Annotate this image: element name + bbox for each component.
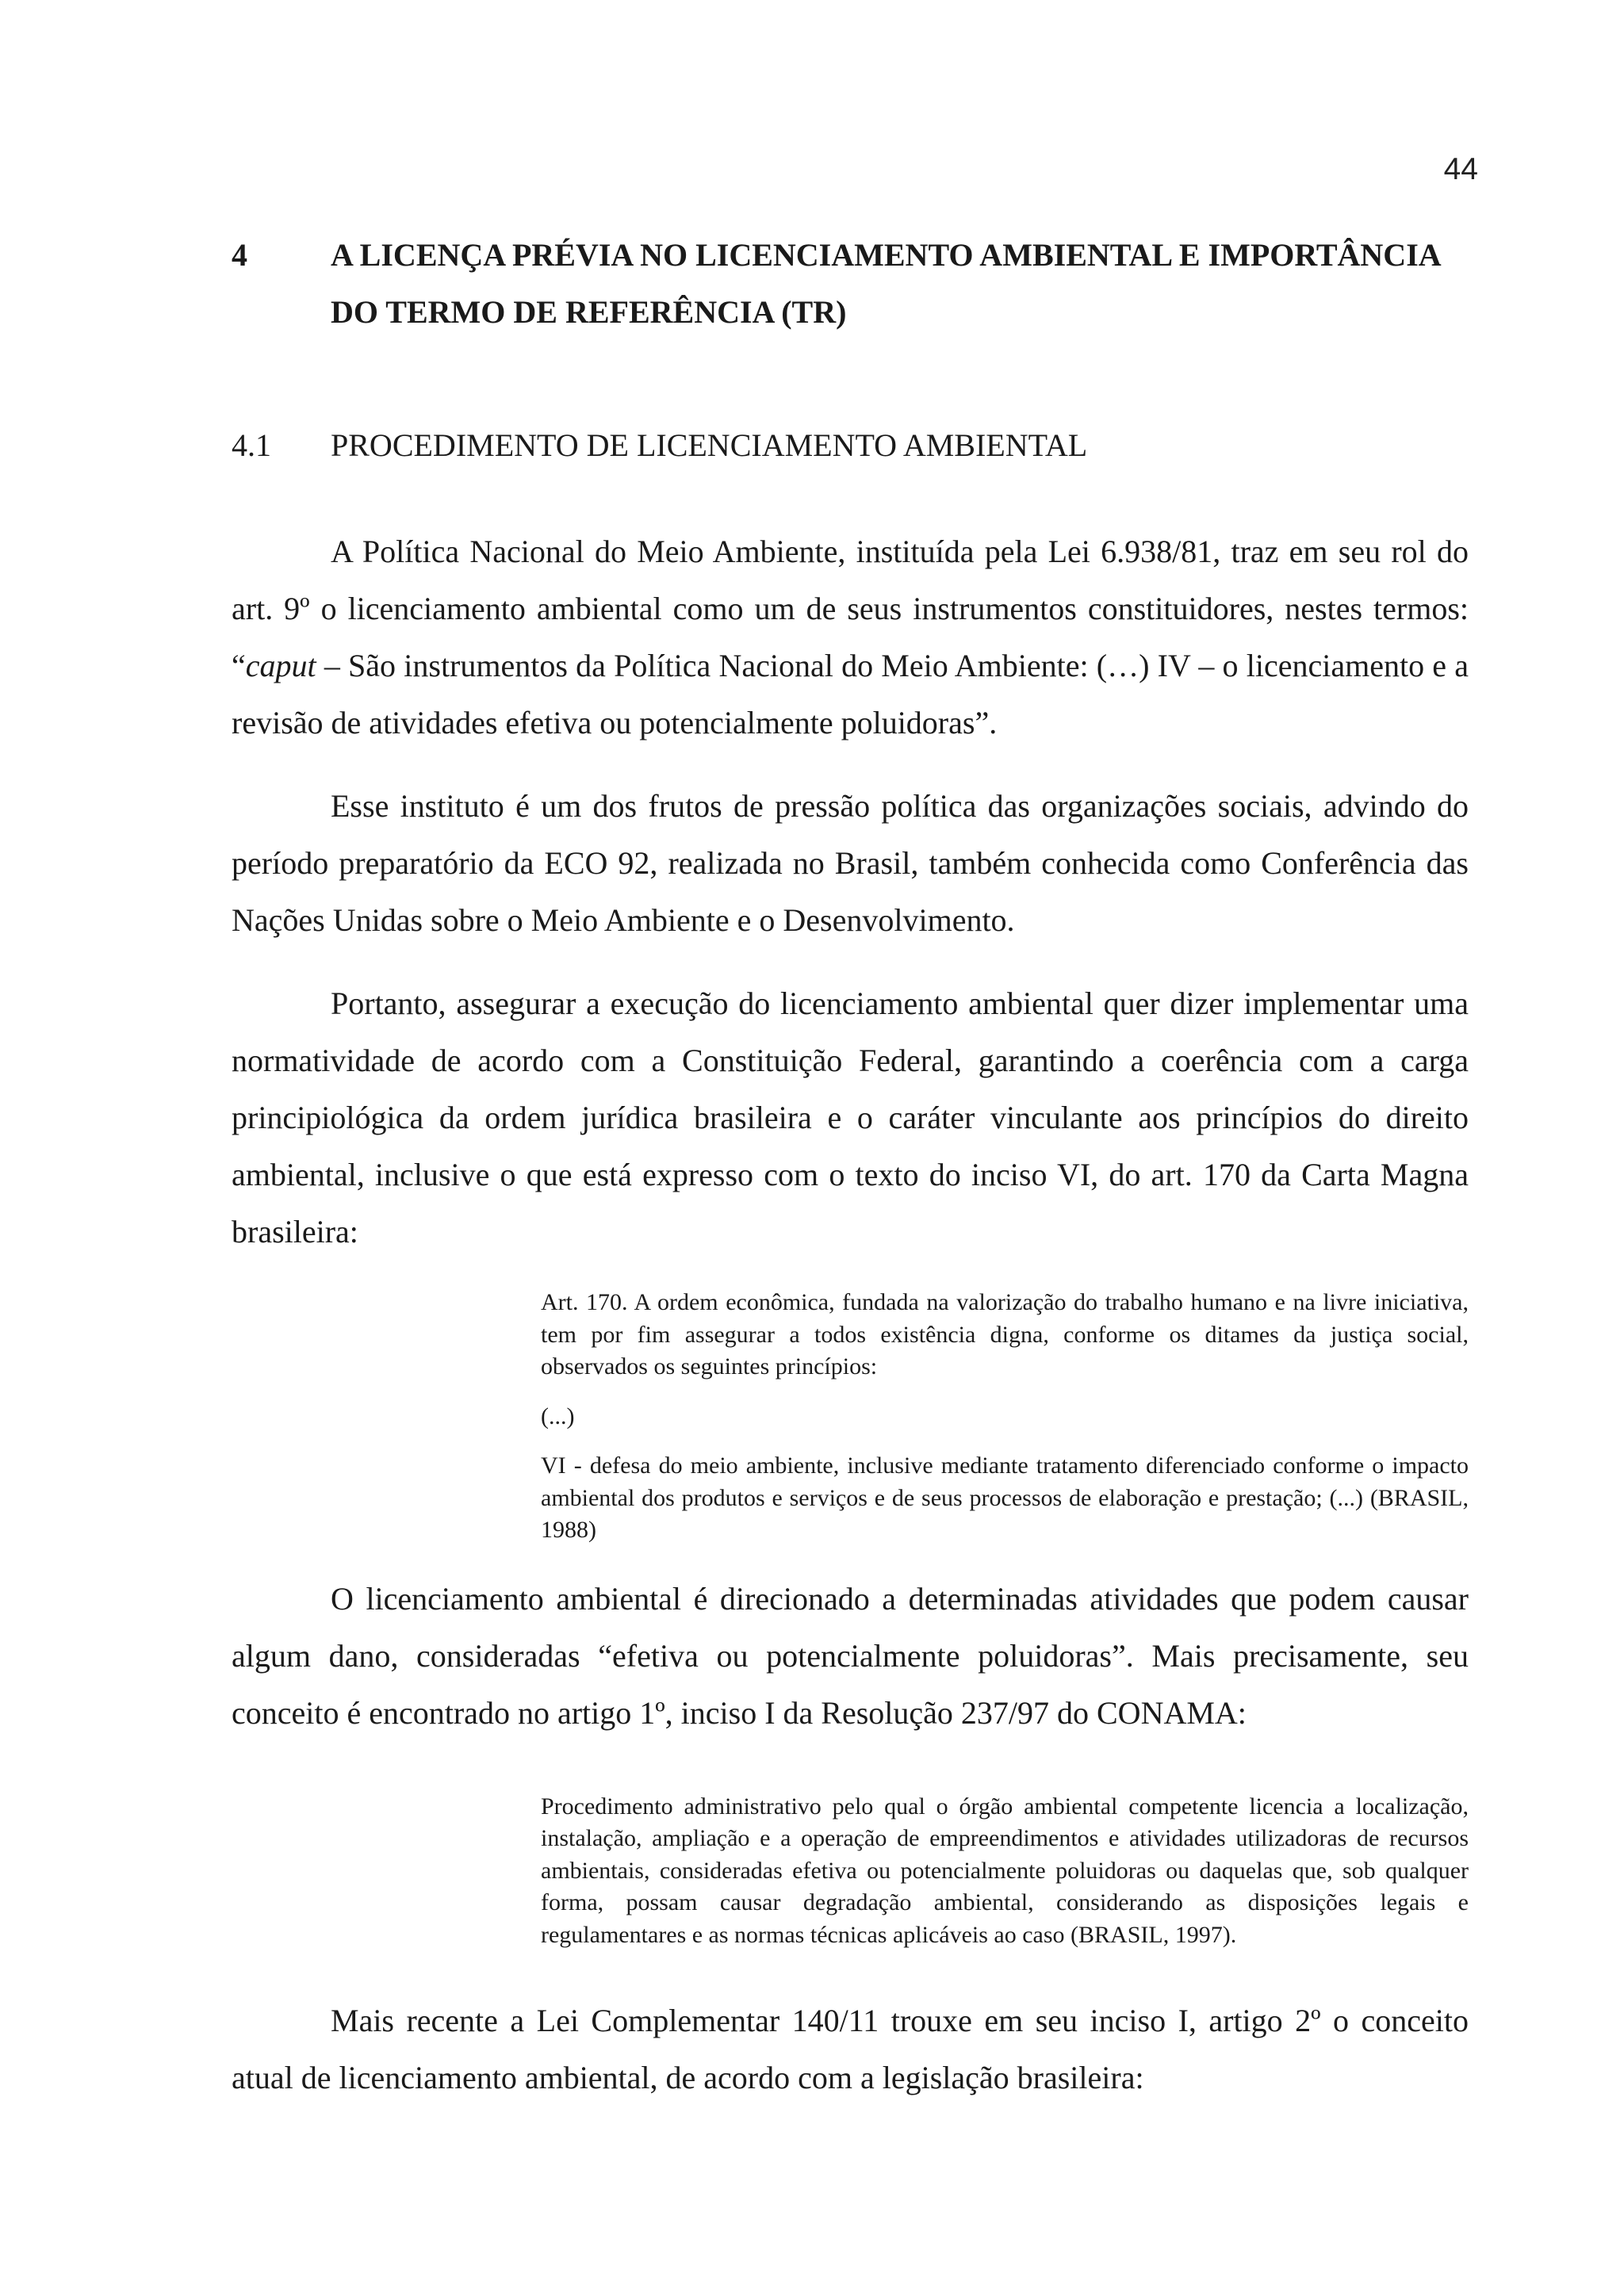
quote-1-line-2: (...) [541, 1402, 575, 1429]
paragraph-4: O licenciamento ambiental é direcionado a determinadas atividades que podem causar algum dano, consideradas “efetiva ou potencialmente poluidoras”. Mais precisamente, seu conceito é encontrado no artigo 1º, inciso I da Resolução 237/97 do CONAMA: [232, 1580, 1469, 1731]
quote-1-line-3: VI - defesa do meio ambiente, inclusive mediante tratamento diferenciado conforme o impacto ambiental dos produtos e serviços e de seus processos de elaboração e prestação; (...) (BRASIL, 1988) [541, 1452, 1469, 1543]
block-quote-resolucao-237 [541, 1791, 1469, 1952]
quote-2-text: Procedimento administrativo pelo qual o órgão ambiental competente licencia a localização, instalação, ampliação e a operação de empreendimentos e atividades utilizadoras de recursos ambientais, consideradas efetiva ou potencialmente poluidoras ou daquelas que, sob qualquer forma, possam causar degradação ambiental, considerando as disposições legais e regulamentares e as normas técnicas aplicáveis ao caso (BRASIL, 1997). [541, 1793, 1469, 1948]
chapter-number: 4 [232, 237, 247, 273]
section-number: 4.1 [232, 427, 271, 463]
section-title: PROCEDIMENTO DE LICENCIAMENTO AMBIENTAL [331, 427, 1088, 463]
paragraph-1-italic-term: caput [245, 648, 316, 683]
block-quote-art-170 [541, 1287, 1469, 1547]
body-text [232, 523, 1469, 2133]
quote-1-line-1: Art. 170. A ordem econômica, fundada na valorização do trabalho humano e na livre iniciativa, tem por fim assegurar a todos existência digna, conforme os ditames da justiça social, observados os seguintes princípios: [541, 1289, 1469, 1380]
paragraph-2: Esse instituto é um dos frutos de pressão política das organizações sociais, advindo do período preparatório da ECO 92, realizada no Brasil, também conhecida como Conferência das Nações Unidas sobre o Meio Ambiente e o Desenvolvimento. [232, 788, 1469, 938]
paragraph-1-text-before: A Política Nacional do Meio Ambiente, instituída pela Lei 6.938/81, traz em seu rol do art. 9º o licenciamento ambiental como um de seus instrumentos constituidores, nestes termos: “ [232, 534, 1469, 683]
paragraph-1-text-after: – São instrumentos da Política Nacional do Meio Ambiente: (…) IV – o licenciamento e a revisão de atividades efetiva ou potencialmente poluidoras”. [232, 648, 1469, 740]
paragraph-3: Portanto, assegurar a execução do licenciamento ambiental quer dizer implementar uma normatividade de acordo com a Constituição Federal, garantindo a coerência com a carga principiológica da ordem jurídica brasileira e o caráter vinculante aos princípios do direito ambiental, inclusive o que está expresso com o texto do inciso VI, do art. 170 da Carta Magna brasileira: [232, 985, 1469, 1249]
chapter-heading [232, 227, 1469, 341]
heading-block [232, 227, 1469, 494]
page-number: 44 [1443, 152, 1478, 186]
paragraph-5: Mais recente a Lei Complementar 140/11 trouxe em seu inciso I, artigo 2º o conceito atual de licenciamento ambiental, de acordo com a legislação brasileira: [232, 2003, 1469, 2095]
paragraph-1 [232, 523, 1469, 752]
chapter-title: A LICENÇA PRÉVIA NO LICENCIAMENTO AMBIENTAL E IMPORTÂNCIA DO TERMO DE REFERÊNCIA (TR) [331, 237, 1440, 330]
section-heading [232, 423, 1469, 468]
